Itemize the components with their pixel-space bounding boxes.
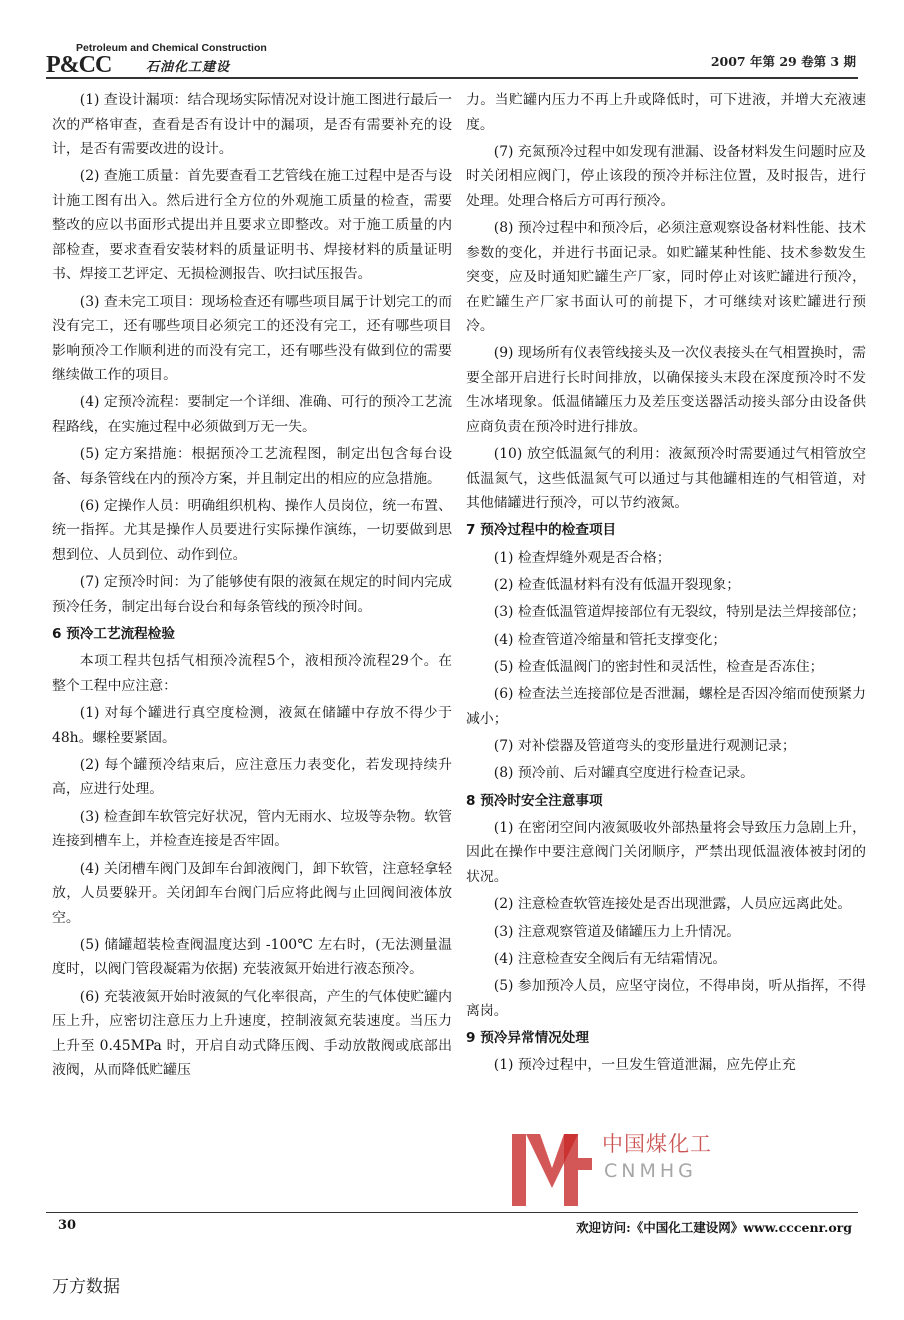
paragraph: (5) 参加预冷人员，应坚守岗位，不得串岗，听从指挥，不得离岗。 bbox=[466, 978, 866, 1019]
paragraph: (3) 查未完工项目：现场检查还有哪些项目属于计划完工的而没有完工，还有哪些项目必须完工的还没有完工，还有哪些项目影响预冷工作顺利进的而没有完工，还有哪些没有做到位的需要继续做工作的项目。 bbox=[52, 293, 452, 384]
issue-info: 2007 年第 29 卷第 3 期 bbox=[710, 54, 856, 69]
journal-logo: P&CC bbox=[46, 52, 112, 78]
paragraph: (5) 储罐超装检查阀温度达到 -100℃ 左右时，(无法测量温度时，以阀门管段凝霜为依据) 充装液氮开始进行液态预冷。 bbox=[52, 936, 452, 978]
journal-chinese-title: 石油化工建设 bbox=[146, 60, 231, 75]
section-heading: 8 预冷时安全注意事项 bbox=[466, 792, 603, 809]
paragraph: 本项工程共包括气相预冷流程5个，液相预冷流程29个。在整个工程中应注意： bbox=[52, 653, 452, 694]
paragraph: (3) 检查低温管道焊接部位有无裂纹，特别是法兰焊接部位； bbox=[493, 604, 866, 621]
paragraph: (2) 注意检查软管连接处是否出现泄露，人员应远离此处。 bbox=[493, 896, 852, 913]
section-heading: 7 预冷过程中的检查项目 bbox=[466, 522, 617, 539]
paragraph: (5) 检查低温阀门的密封性和灵活性，检查是否冻住； bbox=[493, 658, 824, 675]
footer-website: 欢迎访问:《中国化工建设网》www.cccenr.org bbox=[576, 1220, 852, 1235]
paragraph: (1) 查设计漏项：结合现场实际情况对设计施工图进行最后一次的严格审查，查看是否有设计中的漏项，是否有需要补充的设计，是否有需要改进的设计。 bbox=[52, 92, 452, 157]
paragraph: (1) 检查焊缝外观是否合格； bbox=[493, 549, 671, 566]
paragraph: (5) 定方案措施：根据预冷工艺流程图，制定出包含每台设备、每条管线在内的预冷方案，并且制定出的相应的应急措施。 bbox=[52, 446, 452, 487]
paragraph: (10) 放空低温氮气的利用：液氮预冷时需要通过气相管放空低温氮气，这些低温氮气可以通过与其他罐相连的气相管道，对其他储罐进行预冷，可以节约液氮。 bbox=[466, 446, 866, 512]
paragraph: (6) 检查法兰连接部位是否泄漏，螺栓是否因冷缩而使预紧力减小； bbox=[466, 686, 866, 727]
paragraph: (6) 定操作人员：明确组织机构、操作人员岗位，统一布置、统一指挥。尤其是操作人员要进行实际操作演练，一切要做到思想到位、人员到位、动作到位。 bbox=[52, 497, 452, 563]
paragraph: (4) 检查管道冷缩量和管托支撑变化； bbox=[493, 631, 727, 648]
left-column bbox=[52, 88, 452, 1212]
watermark-english-text: CNMHG bbox=[604, 1160, 697, 1182]
journal-english-title: Petroleum and Chemical Construction bbox=[76, 42, 267, 54]
paragraph: (8) 预冷前、后对罐真空度进行检查记录。 bbox=[493, 765, 755, 782]
paragraph: (3) 检查卸车软管完好状况，管内无雨水、垃圾等杂物。软管连接到槽车上，并检查连接是否牢固。 bbox=[52, 808, 452, 850]
page-number: 30 bbox=[58, 1218, 77, 1233]
paragraph: (2) 查施工质量：首先要查看工艺管线在施工过程中是否与设计施工图有出入。然后进行全方位的外观施工质量的检查，需要整改的应以书面形式提出并且要求立即整改。对于施工质量的内部检查，要求查看安装材料的质量证明书、焊接材料的质量证明书、焊接工艺评定、无损检测报告、吹扫试压报告。 bbox=[52, 168, 452, 283]
paragraph: (2) 每个罐预冷结束后，应注意压力表变化，若发现持续升高，应进行处理。 bbox=[52, 756, 452, 798]
watermark-logo-icon bbox=[506, 1128, 598, 1212]
paragraph: (4) 注意检查安全阀后有无结霜情况。 bbox=[493, 950, 727, 967]
footer-rule bbox=[46, 1212, 858, 1213]
header-rule bbox=[46, 77, 858, 79]
paragraph: (8) 预冷过程中和预冷后，必须注意观察设备材料性能、技术参数的变化，并进行书面记录。如贮罐某种性能、技术参数发生突变，应及时通知贮罐生产厂家，同时停止对该贮罐进行预冷，在贮罐生产厂家书面认可的前提下，才可继续对该贮罐进行预冷。 bbox=[466, 220, 866, 335]
paragraph: (4) 定预冷流程：要制定一个详细、准确、可行的预冷工艺流程路线，在实施过程中必须做到万无一失。 bbox=[52, 394, 452, 435]
paragraph: (7) 对补偿器及管道弯头的变形量进行观测记录； bbox=[493, 738, 796, 755]
right-column bbox=[466, 88, 866, 1212]
section-heading: 6 预冷工艺流程检验 bbox=[52, 626, 175, 643]
paragraph: (9) 现场所有仪表管线接头及一次仪表接头在气相置换时，需要全部开启进行长时间排放，以确保接头末段在深度预冷时不发生冰堵现象。低温储罐压力及差压变送器活动接头部分由设备供应商负责在预冷时进行排放。 bbox=[466, 345, 866, 435]
paragraph: 力。当贮罐内压力不再上升或降低时，可下进液，并增大充液速度。 bbox=[466, 92, 866, 133]
watermark-chinese-text: 中国煤化工 bbox=[602, 1132, 712, 1156]
wanfang-data-label: 万方数据 bbox=[52, 1277, 120, 1297]
paragraph: (1) 对每个罐进行真空度检测，液氮在储罐中存放不得少于 48h。螺栓要紧固。 bbox=[52, 705, 452, 746]
paragraph: (7) 充氮预冷过程中如发现有泄漏、设备材料发生问题时应及时关闭相应阀门，停止该段的预冷并标注位置，及时报告，进行处理。处理合格后方可再行预冷。 bbox=[466, 143, 866, 209]
paragraph: (3) 注意观察管道及储罐压力上升情况。 bbox=[493, 923, 741, 940]
paragraph: (1) 预冷过程中，一旦发生管道泄漏，应先停止充 bbox=[493, 1057, 796, 1074]
paragraph: (6) 充装液氮开始时液氮的气化率很高，产生的气体使贮罐内压上升，应密切注意压力上升速度，控制液氮充装速度。当压力上升至 0.45MPa 时，开启自动式降压阀、手动放散阀或底部出液阀，从而降低贮罐压 bbox=[52, 988, 452, 1079]
section-heading: 9 预冷异常情况处理 bbox=[466, 1029, 589, 1046]
paragraph: (7) 定预冷时间：为了能够使有限的液氮在规定的时间内完成预冷任务，制定出每台设台和每条管线的预冷时间。 bbox=[52, 574, 452, 615]
paragraph: (1) 在密闭空间内液氮吸收外部热量将会导致压力急剧上升，因此在操作中要注意阀门关闭顺序，严禁出现低温液体被封闭的状况。 bbox=[466, 819, 866, 885]
paragraph: (4) 关闭槽车阀门及卸车台卸液阀门，卸下软管，注意轻拿轻放，人员要躲开。关闭卸车台阀门后应将此阀与止回阀间液体放空。 bbox=[52, 860, 452, 926]
paragraph: (2) 检查低温材料有没有低温开裂现象； bbox=[493, 577, 741, 594]
watermark bbox=[506, 1126, 736, 1216]
